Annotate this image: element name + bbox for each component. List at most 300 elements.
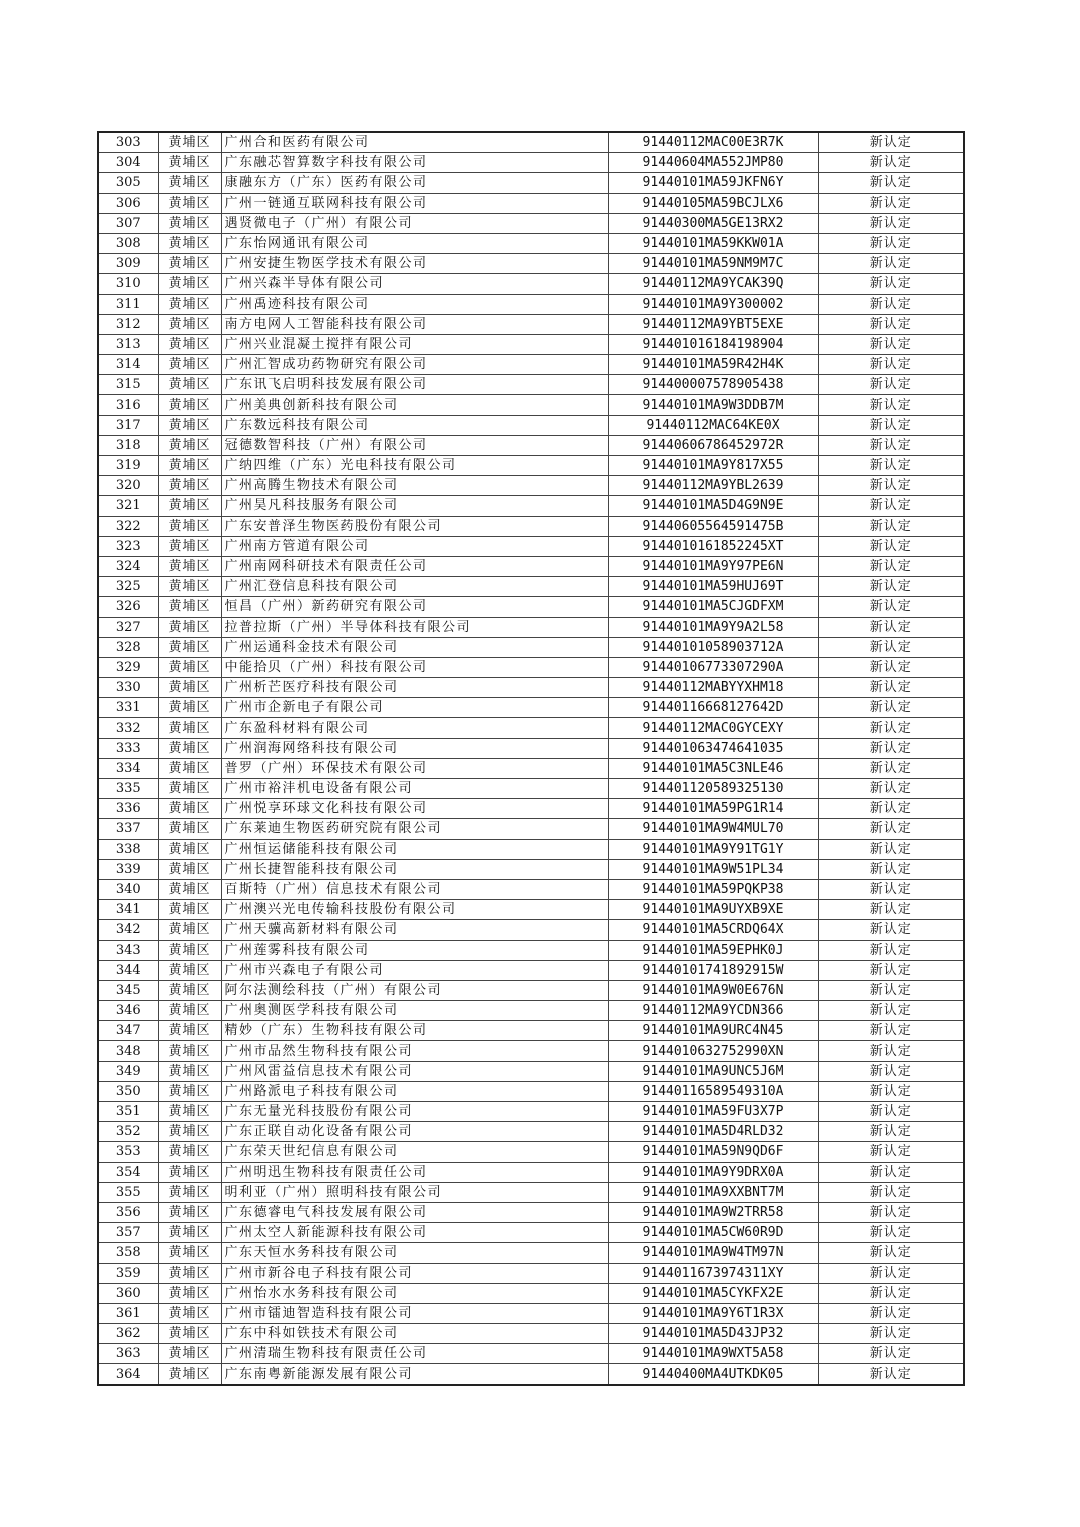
company-name-cell: 广州市裕沣机电设备有限公司 xyxy=(221,779,608,799)
company-name-cell: 南方电网人工智能科技有限公司 xyxy=(221,314,608,334)
row-number: 305 xyxy=(98,173,158,193)
row-number: 337 xyxy=(98,819,158,839)
company-name-cell: 广州市兴森电子有限公司 xyxy=(221,960,608,980)
credit-code-cell: 91440101MA9W4TM97N xyxy=(608,1243,818,1263)
table-row xyxy=(98,1162,964,1182)
credit-code-cell: 914401120589325130 xyxy=(608,779,818,799)
row-number: 312 xyxy=(98,314,158,334)
credit-code-cell: 91440101MA9W2TRR58 xyxy=(608,1202,818,1222)
row-number: 341 xyxy=(98,900,158,920)
table-row xyxy=(98,1364,964,1385)
company-name-cell: 广州悦享环球文化科技有限公司 xyxy=(221,799,608,819)
table-row xyxy=(98,758,964,778)
row-number: 317 xyxy=(98,415,158,435)
table-row xyxy=(98,476,964,496)
table-row xyxy=(98,940,964,960)
row-number: 338 xyxy=(98,839,158,859)
row-number: 320 xyxy=(98,476,158,496)
company-name-cell: 广州市新谷电子科技有限公司 xyxy=(221,1263,608,1283)
company-name-cell: 广东莱迪生物医药研究院有限公司 xyxy=(221,819,608,839)
table-row xyxy=(98,1303,964,1323)
table-row xyxy=(98,516,964,536)
district-cell: 黄埔区 xyxy=(158,1344,221,1364)
status-cell: 新认定 xyxy=(818,1041,964,1061)
district-cell: 黄埔区 xyxy=(158,597,221,617)
credit-code-cell: 91440101MA5CYKFX2E xyxy=(608,1283,818,1303)
table-row xyxy=(98,1344,964,1364)
status-cell: 新认定 xyxy=(818,1303,964,1323)
row-number: 328 xyxy=(98,637,158,657)
credit-code-cell: 91440105MA59BCJLX6 xyxy=(608,193,818,213)
table-row xyxy=(98,1122,964,1142)
district-cell: 黄埔区 xyxy=(158,1364,221,1385)
row-number: 361 xyxy=(98,1303,158,1323)
district-cell: 黄埔区 xyxy=(158,577,221,597)
status-cell: 新认定 xyxy=(818,213,964,233)
row-number: 345 xyxy=(98,980,158,1000)
credit-code-cell: 91440101741892915W xyxy=(608,960,818,980)
row-number: 364 xyxy=(98,1364,158,1385)
status-cell: 新认定 xyxy=(818,1324,964,1344)
credit-code-cell: 91440101MA5D4RLD32 xyxy=(608,1122,818,1142)
company-name-cell: 精妙（广东）生物科技有限公司 xyxy=(221,1021,608,1041)
credit-code-cell: 91440101MA5D4G9N9E xyxy=(608,496,818,516)
credit-code-cell: 91440112MA9YCDN366 xyxy=(608,1001,818,1021)
status-cell: 新认定 xyxy=(818,960,964,980)
credit-code-cell: 91440112MA9YBL2639 xyxy=(608,476,818,496)
district-cell: 黄埔区 xyxy=(158,334,221,354)
district-cell: 黄埔区 xyxy=(158,1223,221,1243)
table-row xyxy=(98,1021,964,1041)
district-cell: 黄埔区 xyxy=(158,1162,221,1182)
row-number: 350 xyxy=(98,1081,158,1101)
district-cell: 黄埔区 xyxy=(158,1303,221,1323)
row-number: 334 xyxy=(98,758,158,778)
company-name-cell: 广东天恒水务科技有限公司 xyxy=(221,1243,608,1263)
table-row xyxy=(98,859,964,879)
credit-code-cell: 91440106773307290A xyxy=(608,657,818,677)
district-cell: 黄埔区 xyxy=(158,1142,221,1162)
table-row xyxy=(98,980,964,1000)
district-cell: 黄埔区 xyxy=(158,274,221,294)
status-cell: 新认定 xyxy=(818,738,964,758)
district-cell: 黄埔区 xyxy=(158,920,221,940)
company-name-cell: 广州天骥高新材料有限公司 xyxy=(221,920,608,940)
table-row xyxy=(98,718,964,738)
status-cell: 新认定 xyxy=(818,375,964,395)
company-name-cell: 广州高腾生物技术有限公司 xyxy=(221,476,608,496)
table-row xyxy=(98,738,964,758)
credit-code-cell: 9144010161852245XT xyxy=(608,536,818,556)
row-number: 339 xyxy=(98,859,158,879)
company-name-cell: 广纳四维（广东）光电科技有限公司 xyxy=(221,456,608,476)
credit-code-cell: 91440101MA59EPHK0J xyxy=(608,940,818,960)
credit-code-cell: 91440101MA5C3NLE46 xyxy=(608,758,818,778)
row-number: 330 xyxy=(98,678,158,698)
credit-code-cell: 91440101MA5CJGDFXM xyxy=(608,597,818,617)
row-number: 342 xyxy=(98,920,158,940)
district-cell: 黄埔区 xyxy=(158,637,221,657)
company-list-table xyxy=(97,131,965,1386)
row-number: 340 xyxy=(98,879,158,899)
status-cell: 新认定 xyxy=(818,233,964,253)
table-row xyxy=(98,839,964,859)
company-name-cell: 广州风雷益信息技术有限公司 xyxy=(221,1061,608,1081)
row-number: 307 xyxy=(98,213,158,233)
credit-code-cell: 91440101MA59NM9M7C xyxy=(608,254,818,274)
district-cell: 黄埔区 xyxy=(158,859,221,879)
row-number: 325 xyxy=(98,577,158,597)
table-row xyxy=(98,819,964,839)
row-number: 360 xyxy=(98,1283,158,1303)
district-cell: 黄埔区 xyxy=(158,173,221,193)
table-row xyxy=(98,960,964,980)
company-name-cell: 广东正联自动化设备有限公司 xyxy=(221,1122,608,1142)
table-row xyxy=(98,1283,964,1303)
credit-code-cell: 91440112MAC0GYCEXY xyxy=(608,718,818,738)
row-number: 303 xyxy=(98,132,158,153)
table-row xyxy=(98,274,964,294)
company-name-cell: 广州南网科研技术有限责任公司 xyxy=(221,556,608,576)
company-name-cell: 广州汇智成功药物研究有限公司 xyxy=(221,355,608,375)
credit-code-cell: 91440101MA5CRDQ64X xyxy=(608,920,818,940)
table-body xyxy=(98,132,964,1385)
row-number: 344 xyxy=(98,960,158,980)
table-row xyxy=(98,1041,964,1061)
table-row xyxy=(98,132,964,153)
credit-code-cell: 9144010632752990XN xyxy=(608,1041,818,1061)
status-cell: 新认定 xyxy=(818,1243,964,1263)
company-name-cell: 广州怡水水务科技有限公司 xyxy=(221,1283,608,1303)
district-cell: 黄埔区 xyxy=(158,1102,221,1122)
row-number: 329 xyxy=(98,657,158,677)
district-cell: 黄埔区 xyxy=(158,254,221,274)
row-number: 322 xyxy=(98,516,158,536)
credit-code-cell: 914401016184198904 xyxy=(608,334,818,354)
status-cell: 新认定 xyxy=(818,173,964,193)
district-cell: 黄埔区 xyxy=(158,879,221,899)
district-cell: 黄埔区 xyxy=(158,1061,221,1081)
status-cell: 新认定 xyxy=(818,1142,964,1162)
table-row xyxy=(98,193,964,213)
row-number: 363 xyxy=(98,1344,158,1364)
company-name-cell: 广州恒运储能科技有限公司 xyxy=(221,839,608,859)
district-cell: 黄埔区 xyxy=(158,1283,221,1303)
table-row xyxy=(98,577,964,597)
status-cell: 新认定 xyxy=(818,132,964,153)
district-cell: 黄埔区 xyxy=(158,132,221,153)
table-row xyxy=(98,900,964,920)
table-row xyxy=(98,799,964,819)
company-name-cell: 百斯特（广州）信息技术有限公司 xyxy=(221,879,608,899)
table-row xyxy=(98,1142,964,1162)
row-number: 349 xyxy=(98,1061,158,1081)
table-row xyxy=(98,1001,964,1021)
company-name-cell: 广州明迅生物科技有限责任公司 xyxy=(221,1162,608,1182)
company-name-cell: 广州市企新电子有限公司 xyxy=(221,698,608,718)
credit-code-cell: 91440101MA59PG1R14 xyxy=(608,799,818,819)
credit-code-cell: 91440101MA59JKFN6Y xyxy=(608,173,818,193)
credit-code-cell: 91440101MA9WXT5A58 xyxy=(608,1344,818,1364)
status-cell: 新认定 xyxy=(818,476,964,496)
status-cell: 新认定 xyxy=(818,758,964,778)
company-name-cell: 广东安普泽生物医药股份有限公司 xyxy=(221,516,608,536)
status-cell: 新认定 xyxy=(818,294,964,314)
table-row xyxy=(98,597,964,617)
company-name-cell: 广州一链通互联网科技有限公司 xyxy=(221,193,608,213)
district-cell: 黄埔区 xyxy=(158,678,221,698)
credit-code-cell: 91440112MABYYXHM18 xyxy=(608,678,818,698)
district-cell: 黄埔区 xyxy=(158,556,221,576)
row-number: 304 xyxy=(98,153,158,173)
company-name-cell: 广东融芯智算数字科技有限公司 xyxy=(221,153,608,173)
row-number: 351 xyxy=(98,1102,158,1122)
district-cell: 黄埔区 xyxy=(158,1263,221,1283)
table-row xyxy=(98,1061,964,1081)
credit-code-cell: 91440101MA9W0E676N xyxy=(608,980,818,1000)
company-name-cell: 广州析芒医疗科技有限公司 xyxy=(221,678,608,698)
company-name-cell: 广州南方管道有限公司 xyxy=(221,536,608,556)
row-number: 343 xyxy=(98,940,158,960)
status-cell: 新认定 xyxy=(818,254,964,274)
credit-code-cell: 91440101MA9Y91TG1Y xyxy=(608,839,818,859)
row-number: 313 xyxy=(98,334,158,354)
row-number: 306 xyxy=(98,193,158,213)
company-name-cell: 广州长捷智能科技有限公司 xyxy=(221,859,608,879)
district-cell: 黄埔区 xyxy=(158,1041,221,1061)
district-cell: 黄埔区 xyxy=(158,415,221,435)
district-cell: 黄埔区 xyxy=(158,294,221,314)
company-name-cell: 恒昌（广州）新药研究有限公司 xyxy=(221,597,608,617)
credit-code-cell: 91440604MA552JMP80 xyxy=(608,153,818,173)
company-name-cell: 广州合和医药有限公司 xyxy=(221,132,608,153)
row-number: 359 xyxy=(98,1263,158,1283)
status-cell: 新认定 xyxy=(818,678,964,698)
row-number: 310 xyxy=(98,274,158,294)
status-cell: 新认定 xyxy=(818,637,964,657)
district-cell: 黄埔区 xyxy=(158,900,221,920)
company-name-cell: 广州汇登信息科技有限公司 xyxy=(221,577,608,597)
company-name-cell: 广州奥测医学科技有限公司 xyxy=(221,1001,608,1021)
status-cell: 新认定 xyxy=(818,859,964,879)
district-cell: 黄埔区 xyxy=(158,940,221,960)
district-cell: 黄埔区 xyxy=(158,819,221,839)
district-cell: 黄埔区 xyxy=(158,213,221,233)
company-name-cell: 广州兴业混凝土搅拌有限公司 xyxy=(221,334,608,354)
company-name-cell: 广东中科如铁技术有限公司 xyxy=(221,1324,608,1344)
status-cell: 新认定 xyxy=(818,496,964,516)
row-number: 353 xyxy=(98,1142,158,1162)
row-number: 362 xyxy=(98,1324,158,1344)
table-row xyxy=(98,779,964,799)
status-cell: 新认定 xyxy=(818,597,964,617)
company-name-cell: 阿尔法测绘科技（广州）有限公司 xyxy=(221,980,608,1000)
table-row xyxy=(98,657,964,677)
credit-code-cell: 91440101MA9Y9A2L58 xyxy=(608,617,818,637)
status-cell: 新认定 xyxy=(818,657,964,677)
district-cell: 黄埔区 xyxy=(158,718,221,738)
company-name-cell: 广州市镭迪智造科技有限公司 xyxy=(221,1303,608,1323)
company-name-cell: 广州兴森半导体有限公司 xyxy=(221,274,608,294)
table-row xyxy=(98,879,964,899)
district-cell: 黄埔区 xyxy=(158,536,221,556)
table-row xyxy=(98,415,964,435)
row-number: 354 xyxy=(98,1162,158,1182)
district-cell: 黄埔区 xyxy=(158,153,221,173)
table-row xyxy=(98,395,964,415)
row-number: 324 xyxy=(98,556,158,576)
company-name-cell: 广州安捷生物医学技术有限公司 xyxy=(221,254,608,274)
row-number: 321 xyxy=(98,496,158,516)
credit-code-cell: 91440112MAC64KE0X xyxy=(608,415,818,435)
district-cell: 黄埔区 xyxy=(158,233,221,253)
status-cell: 新认定 xyxy=(818,879,964,899)
row-number: 318 xyxy=(98,435,158,455)
district-cell: 黄埔区 xyxy=(158,1243,221,1263)
table-row xyxy=(98,456,964,476)
row-number: 336 xyxy=(98,799,158,819)
credit-code-cell: 91440116589549310A xyxy=(608,1081,818,1101)
table-row xyxy=(98,617,964,637)
credit-code-cell: 91440112MA9YBT5EXE xyxy=(608,314,818,334)
table-row xyxy=(98,1223,964,1243)
district-cell: 黄埔区 xyxy=(158,476,221,496)
company-name-cell: 广州路派电子科技有限公司 xyxy=(221,1081,608,1101)
status-cell: 新认定 xyxy=(818,1223,964,1243)
table-row xyxy=(98,1243,964,1263)
status-cell: 新认定 xyxy=(818,1001,964,1021)
credit-code-cell: 91440101MA9W3DDB7M xyxy=(608,395,818,415)
company-name-cell: 遇贤微电子（广州）有限公司 xyxy=(221,213,608,233)
table-row xyxy=(98,254,964,274)
status-cell: 新认定 xyxy=(818,1263,964,1283)
company-name-cell: 拉普拉斯（广州）半导体科技有限公司 xyxy=(221,617,608,637)
district-cell: 黄埔区 xyxy=(158,193,221,213)
status-cell: 新认定 xyxy=(818,779,964,799)
company-name-cell: 中能拾贝（广州）科技有限公司 xyxy=(221,657,608,677)
district-cell: 黄埔区 xyxy=(158,839,221,859)
table-row xyxy=(98,1202,964,1222)
status-cell: 新认定 xyxy=(818,799,964,819)
row-number: 357 xyxy=(98,1223,158,1243)
company-name-cell: 广州莲雾科技有限公司 xyxy=(221,940,608,960)
district-cell: 黄埔区 xyxy=(158,1001,221,1021)
credit-code-cell: 914401063474641035 xyxy=(608,738,818,758)
status-cell: 新认定 xyxy=(818,1122,964,1142)
status-cell: 新认定 xyxy=(818,334,964,354)
credit-code-cell: 91440300MA5GE13RX2 xyxy=(608,213,818,233)
credit-code-cell: 91440101MA9Y9DRX0A xyxy=(608,1162,818,1182)
status-cell: 新认定 xyxy=(818,577,964,597)
district-cell: 黄埔区 xyxy=(158,395,221,415)
table-row xyxy=(98,920,964,940)
row-number: 319 xyxy=(98,456,158,476)
status-cell: 新认定 xyxy=(818,1344,964,1364)
district-cell: 黄埔区 xyxy=(158,355,221,375)
district-cell: 黄埔区 xyxy=(158,758,221,778)
row-number: 331 xyxy=(98,698,158,718)
status-cell: 新认定 xyxy=(818,516,964,536)
status-cell: 新认定 xyxy=(818,435,964,455)
district-cell: 黄埔区 xyxy=(158,980,221,1000)
status-cell: 新认定 xyxy=(818,617,964,637)
district-cell: 黄埔区 xyxy=(158,1021,221,1041)
table-row xyxy=(98,334,964,354)
credit-code-cell: 91440101MA9UYXB9XE xyxy=(608,900,818,920)
status-cell: 新认定 xyxy=(818,536,964,556)
district-cell: 黄埔区 xyxy=(158,779,221,799)
credit-code-cell: 91440101MA59FU3X7P xyxy=(608,1102,818,1122)
row-number: 333 xyxy=(98,738,158,758)
table-row xyxy=(98,678,964,698)
credit-code-cell: 91440101MA59R42H4K xyxy=(608,355,818,375)
table-row xyxy=(98,435,964,455)
credit-code-cell: 91440101MA9W4MUL70 xyxy=(608,819,818,839)
company-name-cell: 明利亚（广州）照明科技有限公司 xyxy=(221,1182,608,1202)
row-number: 348 xyxy=(98,1041,158,1061)
table-row xyxy=(98,637,964,657)
district-cell: 黄埔区 xyxy=(158,1182,221,1202)
company-name-cell: 广州清瑞生物科技有限责任公司 xyxy=(221,1344,608,1364)
credit-code-cell: 91440605564591475B xyxy=(608,516,818,536)
row-number: 309 xyxy=(98,254,158,274)
status-cell: 新认定 xyxy=(818,1081,964,1101)
status-cell: 新认定 xyxy=(818,1021,964,1041)
credit-code-cell: 914400007578905438 xyxy=(608,375,818,395)
district-cell: 黄埔区 xyxy=(158,435,221,455)
company-name-cell: 广东德睿电气科技发展有限公司 xyxy=(221,1202,608,1222)
company-name-cell: 广东无量光科技股份有限公司 xyxy=(221,1102,608,1122)
row-number: 332 xyxy=(98,718,158,738)
district-cell: 黄埔区 xyxy=(158,1122,221,1142)
status-cell: 新认定 xyxy=(818,456,964,476)
district-cell: 黄埔区 xyxy=(158,1324,221,1344)
status-cell: 新认定 xyxy=(818,698,964,718)
table-row xyxy=(98,153,964,173)
status-cell: 新认定 xyxy=(818,718,964,738)
company-name-cell: 广州润海网络科技有限公司 xyxy=(221,738,608,758)
credit-code-cell: 91440101MA9Y300002 xyxy=(608,294,818,314)
table-row xyxy=(98,1263,964,1283)
company-name-cell: 广东讯飞启明科技发展有限公司 xyxy=(221,375,608,395)
row-number: 346 xyxy=(98,1001,158,1021)
row-number: 323 xyxy=(98,536,158,556)
district-cell: 黄埔区 xyxy=(158,657,221,677)
credit-code-cell: 91440101MA5D43JP32 xyxy=(608,1324,818,1344)
credit-code-cell: 91440101MA59N9QD6F xyxy=(608,1142,818,1162)
credit-code-cell: 91440112MA9YCAK39Q xyxy=(608,274,818,294)
status-cell: 新认定 xyxy=(818,839,964,859)
table-row xyxy=(98,233,964,253)
row-number: 356 xyxy=(98,1202,158,1222)
credit-code-cell: 9144011673974311XY xyxy=(608,1263,818,1283)
status-cell: 新认定 xyxy=(818,1202,964,1222)
credit-code-cell: 91440101MA59KKW01A xyxy=(608,233,818,253)
row-number: 308 xyxy=(98,233,158,253)
status-cell: 新认定 xyxy=(818,1283,964,1303)
credit-code-cell: 91440101MA59PQKP38 xyxy=(608,879,818,899)
table-row xyxy=(98,1102,964,1122)
row-number: 358 xyxy=(98,1243,158,1263)
company-name-cell: 广东南粤新能源发展有限公司 xyxy=(221,1364,608,1385)
row-number: 347 xyxy=(98,1021,158,1041)
credit-code-cell: 91440112MAC00E3R7K xyxy=(608,132,818,153)
company-name-cell: 广州太空人新能源科技有限公司 xyxy=(221,1223,608,1243)
credit-code-cell: 91440101MA9XXBNT7M xyxy=(608,1182,818,1202)
table-row xyxy=(98,1324,964,1344)
table-row xyxy=(98,496,964,516)
table-row xyxy=(98,375,964,395)
